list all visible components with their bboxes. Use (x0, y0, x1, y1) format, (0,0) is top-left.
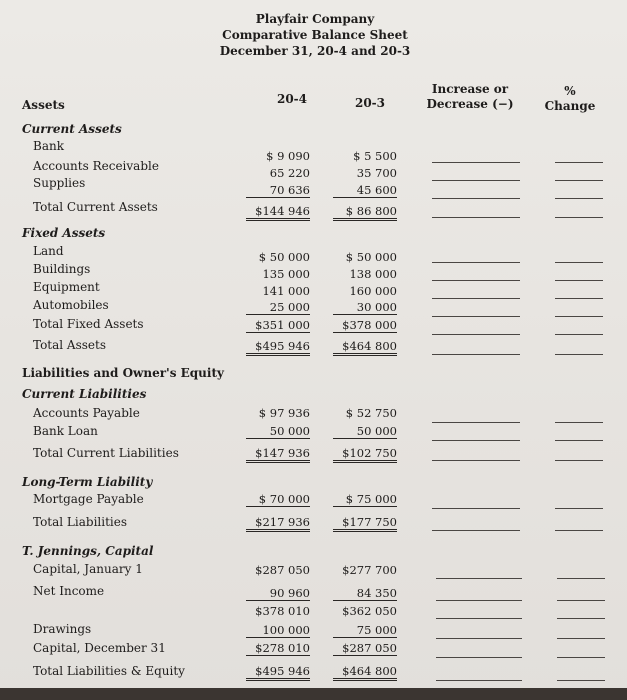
page-edge-shadow (0, 688, 627, 700)
ap-20-4: $ 97 936 (258, 406, 310, 420)
bank-label: Bank (33, 139, 64, 153)
supplies-label: Supplies (33, 176, 86, 190)
increase-blank[interactable] (432, 180, 520, 181)
current-assets-heading: Current Assets (22, 122, 122, 136)
increase-blank[interactable] (432, 298, 520, 299)
pct-blank[interactable] (555, 262, 603, 263)
land-20-4: $ 50 000 (258, 250, 310, 264)
capital-dec-20-3: $287 050 (333, 641, 397, 656)
total-current-liabilities-label: Total Current Liabilities (33, 446, 179, 460)
total-current-assets-20-3: $ 86 800 (333, 204, 397, 221)
report-title: Comparative Balance Sheet (222, 28, 408, 42)
capital-jan-label: Capital, January 1 (33, 562, 143, 576)
mortgage-20-4: $ 70 000 (246, 492, 310, 507)
drawings-20-3: 75 000 (333, 623, 397, 638)
subtotal-20-4: $378 010 (255, 604, 310, 618)
pct-blank[interactable] (555, 198, 603, 199)
total-liabilities-label: Total Liabilities (33, 515, 128, 529)
drawings-label: Drawings (33, 622, 92, 636)
net-income-label: Net Income (33, 584, 105, 598)
automobiles-label: Automobiles (33, 298, 109, 312)
assets-heading: Assets (22, 98, 65, 112)
land-label: Land (33, 244, 64, 258)
ap-20-3: $ 52 750 (345, 406, 397, 420)
col-increase-line2: Decrease (−) (426, 97, 514, 111)
capital-dec-label: Capital, December 31 (33, 641, 166, 655)
pct-blank[interactable] (555, 530, 603, 531)
equipment-20-4: 141 000 (262, 284, 310, 298)
increase-blank[interactable] (432, 198, 520, 199)
total-assets-label: Total Assets (33, 338, 106, 352)
pct-blank[interactable] (555, 180, 603, 181)
increase-blank[interactable] (432, 280, 520, 281)
total-current-liab-20-4: $147 936 (246, 446, 310, 463)
increase-blank[interactable] (432, 508, 520, 509)
pct-blank[interactable] (557, 618, 605, 619)
long-term-liability-heading: Long-Term Liability (22, 475, 153, 489)
net-income-20-4: 90 960 (246, 586, 310, 601)
equipment-label: Equipment (33, 280, 100, 294)
automobiles-20-3: 30 000 (333, 300, 397, 315)
increase-blank[interactable] (432, 162, 520, 163)
mortgage-payable-label: Mortgage Payable (33, 492, 144, 506)
drawings-20-4: 100 000 (246, 623, 310, 638)
bank-loan-20-3: 50 000 (333, 424, 397, 439)
pct-blank[interactable] (555, 440, 603, 441)
total-liabilities-20-3: $177 750 (333, 515, 397, 532)
total-current-assets-label: Total Current Assets (33, 200, 158, 214)
report-date: December 31, 20-4 and 20-3 (219, 44, 411, 58)
company-name: Playfair Company (255, 12, 375, 26)
accounts-receivable-label: Accounts Receivable (33, 159, 159, 173)
pct-blank[interactable] (557, 680, 605, 681)
total-le-label: Total Liabilities & Equity (33, 664, 185, 678)
pct-blank[interactable] (555, 162, 603, 163)
pct-blank[interactable] (557, 638, 605, 639)
pct-blank[interactable] (555, 298, 603, 299)
ar-20-4: 65 220 (269, 166, 310, 180)
pct-blank[interactable] (555, 334, 603, 335)
pct-blank[interactable] (555, 217, 603, 218)
col-year-20-3: 20-3 (354, 96, 386, 110)
current-liabilities-heading: Current Liabilities (22, 387, 147, 401)
pct-blank[interactable] (555, 422, 603, 423)
liab-equity-heading: Liabilities and Owner's Equity (22, 366, 224, 380)
subtotal-20-3: $362 050 (342, 604, 397, 618)
bank-loan-label: Bank Loan (33, 424, 98, 438)
total-current-liab-20-3: $102 750 (333, 446, 397, 463)
total-liabilities-20-4: $217 936 (246, 515, 310, 532)
pct-blank[interactable] (555, 354, 603, 355)
equipment-20-3: 160 000 (349, 284, 397, 298)
increase-blank[interactable] (432, 217, 520, 218)
increase-blank[interactable] (436, 680, 522, 681)
ar-20-3: 35 700 (356, 166, 397, 180)
total-assets-20-3: $464 800 (333, 339, 397, 356)
mortgage-20-3: $ 75 000 (333, 492, 397, 507)
increase-blank[interactable] (432, 530, 520, 531)
increase-blank[interactable] (432, 262, 520, 263)
increase-blank[interactable] (436, 638, 522, 639)
total-le-20-4: $495 946 (246, 664, 310, 681)
increase-blank[interactable] (436, 657, 522, 658)
supplies-20-3: 45 600 (333, 183, 397, 198)
col-year-20-4: 20-4 (276, 92, 308, 106)
col-increase-line1: Increase or (431, 82, 509, 96)
bank-20-3: $ 5 500 (353, 149, 397, 163)
automobiles-20-4: 25 000 (246, 300, 310, 315)
buildings-20-3: 138 000 (349, 267, 397, 281)
buildings-label: Buildings (33, 262, 91, 276)
capital-jan-20-3: $277 700 (342, 563, 397, 577)
capital-dec-20-4: $278 010 (246, 641, 310, 656)
net-income-20-3: 84 350 (333, 586, 397, 601)
total-fixed-assets-20-4: $351 000 (246, 318, 310, 333)
capital-heading: T. Jennings, Capital (22, 544, 154, 558)
bank-20-4: $ 9 090 (266, 149, 310, 163)
increase-blank[interactable] (432, 460, 520, 461)
increase-blank[interactable] (432, 422, 520, 423)
capital-jan-20-4: $287 050 (255, 563, 310, 577)
total-assets-20-4: $495 946 (246, 339, 310, 356)
buildings-20-4: 135 000 (262, 267, 310, 281)
total-current-assets-20-4: $144 946 (246, 204, 310, 221)
total-fixed-assets-label: Total Fixed Assets (33, 317, 144, 331)
accounts-payable-label: Accounts Payable (33, 406, 140, 420)
increase-blank[interactable] (432, 440, 520, 441)
pct-blank[interactable] (555, 508, 603, 509)
total-le-20-3: $464 800 (333, 664, 397, 681)
increase-blank[interactable] (436, 618, 522, 619)
increase-blank[interactable] (436, 600, 522, 601)
pct-blank[interactable] (555, 460, 603, 461)
fixed-assets-heading: Fixed Assets (22, 226, 106, 240)
land-20-3: $ 50 000 (345, 250, 397, 264)
bank-loan-20-4: 50 000 (246, 424, 310, 439)
col-pct-line2: Change (544, 99, 596, 113)
pct-blank[interactable] (557, 657, 605, 658)
increase-blank[interactable] (436, 578, 522, 579)
increase-blank[interactable] (432, 354, 520, 355)
total-fixed-assets-20-3: $378 000 (333, 318, 397, 333)
pct-blank[interactable] (557, 600, 605, 601)
supplies-20-4: 70 636 (246, 183, 310, 198)
increase-blank[interactable] (432, 334, 520, 335)
pct-blank[interactable] (557, 578, 605, 579)
col-pct-line1: % (564, 84, 576, 98)
pct-blank[interactable] (555, 316, 603, 317)
increase-blank[interactable] (432, 316, 520, 317)
pct-blank[interactable] (555, 280, 603, 281)
